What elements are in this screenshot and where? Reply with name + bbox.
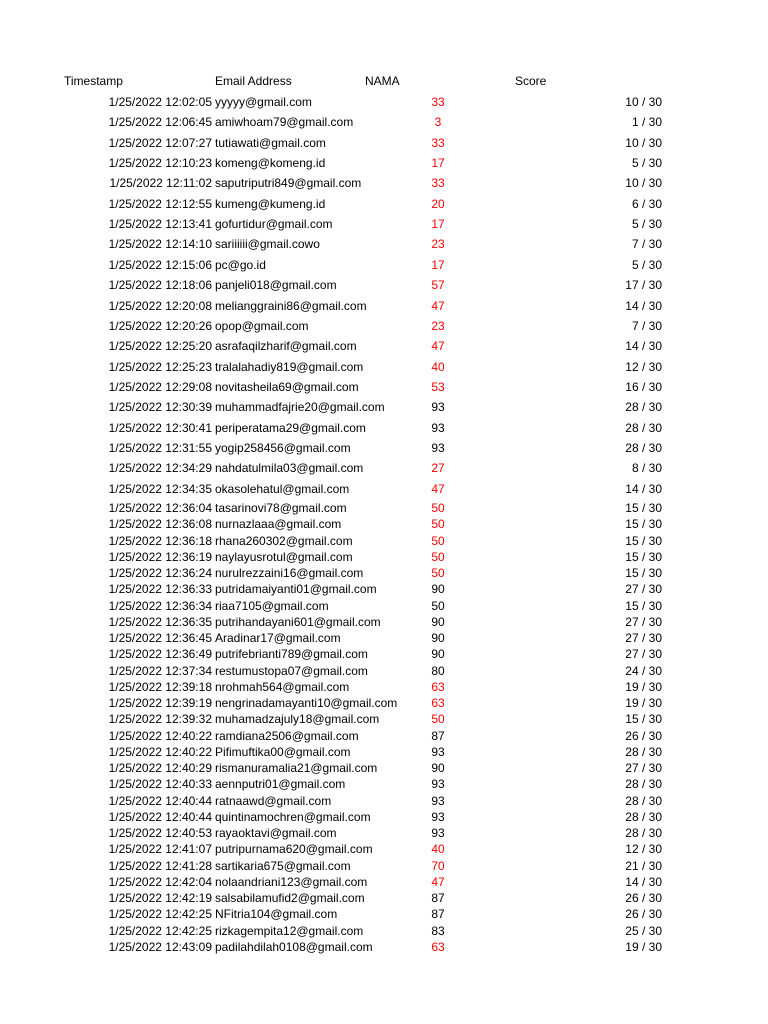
nama-cell: 17 — [431, 156, 445, 170]
timestamp-cell: 1/25/2022 12:29:08 — [108, 380, 212, 394]
email-cell: yyyyy@gmail.com — [215, 95, 312, 109]
email-cell: tasarinovi78@gmail.com — [215, 501, 347, 515]
nama-cell: 50 — [431, 712, 445, 726]
score-cell: 28 / 30 — [625, 777, 662, 791]
score-cell: 27 / 30 — [625, 647, 662, 661]
score-cell: 28 / 30 — [625, 826, 662, 840]
timestamp-cell: 1/25/2022 12:18:06 — [108, 278, 212, 292]
score-cell: 26 / 30 — [625, 729, 662, 743]
email-cell: rhana260302@gmail.com — [215, 534, 353, 548]
email-cell: salsabilamufid2@gmail.com — [215, 891, 365, 905]
nama-cell: 63 — [431, 696, 445, 710]
email-cell: komeng@komeng.id — [215, 156, 326, 170]
nama-cell: 27 — [431, 461, 445, 475]
table-row — [0, 581, 768, 597]
timestamp-cell: 1/25/2022 12:13:41 — [108, 217, 212, 231]
email-cell: rayaoktavi@gmail.com — [215, 826, 337, 840]
nama-cell: 33 — [431, 95, 445, 109]
email-cell: aennputri01@gmail.com — [215, 777, 346, 791]
email-cell: quintinamochren@gmail.com — [215, 810, 371, 824]
score-cell: 14 / 30 — [625, 299, 662, 313]
email-cell: opop@gmail.com — [215, 319, 309, 333]
header-email-address: Email Address — [215, 74, 292, 88]
timestamp-cell: 1/25/2022 12:20:08 — [108, 299, 212, 313]
timestamp-cell: 1/25/2022 12:25:20 — [108, 339, 212, 353]
timestamp-cell: 1/25/2022 12:40:29 — [108, 761, 212, 775]
table-row — [0, 793, 768, 809]
table-row — [0, 533, 768, 549]
table-row — [0, 420, 768, 436]
email-cell: nrohmah564@gmail.com — [215, 680, 350, 694]
score-cell: 24 / 30 — [625, 664, 662, 678]
timestamp-cell: 1/25/2022 12:41:28 — [108, 859, 212, 873]
table-row — [0, 440, 768, 456]
table-row — [0, 338, 768, 354]
header-score: Score — [515, 74, 547, 88]
email-cell: restumustopa07@gmail.com — [215, 664, 368, 678]
nama-cell: 90 — [431, 582, 445, 596]
email-cell: asrafaqilzharif@gmail.com — [215, 339, 357, 353]
table-row — [0, 776, 768, 792]
nama-cell: 93 — [431, 441, 445, 455]
email-cell: nengrinadamayanti10@gmail.com — [215, 696, 398, 710]
table-row — [0, 614, 768, 630]
timestamp-cell: 1/25/2022 12:02:05 — [108, 95, 212, 109]
nama-cell: 40 — [431, 360, 445, 374]
timestamp-cell: 1/25/2022 12:36:34 — [108, 599, 212, 613]
score-cell: 15 / 30 — [625, 534, 662, 548]
nama-cell: 47 — [431, 339, 445, 353]
email-cell: sartikaria675@gmail.com — [215, 859, 351, 873]
email-cell: naylayusrotul@gmail.com — [215, 550, 353, 564]
email-cell: melianggraini86@gmail.com — [215, 299, 367, 313]
timestamp-cell: 1/25/2022 12:41:07 — [108, 842, 212, 856]
table-row — [0, 155, 768, 171]
score-cell: 28 / 30 — [625, 400, 662, 414]
table-row — [0, 549, 768, 565]
timestamp-cell: 1/25/2022 12:06:45 — [108, 115, 212, 129]
score-cell: 12 / 30 — [625, 360, 662, 374]
timestamp-cell: 1/25/2022 12:40:33 — [108, 777, 212, 791]
nama-cell: 3 — [434, 115, 442, 129]
score-cell: 27 / 30 — [625, 615, 662, 629]
timestamp-cell: 1/25/2022 12:36:19 — [108, 550, 212, 564]
score-cell: 15 / 30 — [625, 712, 662, 726]
timestamp-cell: 1/25/2022 12:31:55 — [108, 441, 212, 455]
timestamp-cell: 1/25/2022 12:40:44 — [108, 810, 212, 824]
email-cell: okasolehatul@gmail.com — [215, 482, 350, 496]
header-timestamp: Timestamp — [64, 74, 123, 88]
email-cell: putripurnama620@gmail.com — [215, 842, 373, 856]
nama-cell: 50 — [431, 534, 445, 548]
table-row — [0, 516, 768, 532]
email-cell: tralalahadiy819@gmail.com — [215, 360, 364, 374]
email-cell: periperatama29@gmail.com — [215, 421, 366, 435]
nama-cell: 93 — [431, 745, 445, 759]
table-row — [0, 216, 768, 232]
table-row — [0, 890, 768, 906]
timestamp-cell: 1/25/2022 12:36:18 — [108, 534, 212, 548]
nama-cell: 47 — [431, 482, 445, 496]
score-cell: 15 / 30 — [625, 550, 662, 564]
score-cell: 17 / 30 — [625, 278, 662, 292]
email-cell: gofurtidur@gmail.com — [215, 217, 333, 231]
score-cell: 25 / 30 — [625, 924, 662, 938]
score-cell: 14 / 30 — [625, 339, 662, 353]
email-cell: nahdatulmila03@gmail.com — [215, 461, 364, 475]
nama-cell: 33 — [431, 176, 445, 190]
score-cell: 16 / 30 — [625, 380, 662, 394]
nama-cell: 90 — [431, 647, 445, 661]
score-cell: 1 / 30 — [631, 115, 662, 129]
score-cell: 14 / 30 — [625, 482, 662, 496]
table-row — [0, 760, 768, 776]
nama-cell: 87 — [431, 907, 445, 921]
table-row — [0, 695, 768, 711]
score-cell: 28 / 30 — [625, 745, 662, 759]
table-header — [0, 73, 768, 89]
table-row — [0, 94, 768, 110]
score-cell: 5 / 30 — [631, 156, 662, 170]
nama-cell: 50 — [431, 501, 445, 515]
timestamp-cell: 1/25/2022 12:42:25 — [108, 907, 212, 921]
score-cell: 7 / 30 — [631, 237, 662, 251]
email-cell: rizkagempita12@gmail.com — [215, 924, 364, 938]
email-cell: nurnazlaaa@gmail.com — [215, 517, 342, 531]
timestamp-cell: 1/25/2022 12:12:55 — [108, 197, 212, 211]
score-cell: 10 / 30 — [625, 176, 662, 190]
timestamp-cell: 1/25/2022 12:40:22 — [108, 745, 212, 759]
timestamp-cell: 1/25/2022 12:39:19 — [108, 696, 212, 710]
nama-cell: 80 — [431, 664, 445, 678]
table-row — [0, 175, 768, 191]
score-cell: 8 / 30 — [631, 461, 662, 475]
email-cell: padilahdilah0108@gmail.com — [215, 940, 373, 954]
email-cell: nolaandriani123@gmail.com — [215, 875, 368, 889]
score-cell: 10 / 30 — [625, 95, 662, 109]
nama-cell: 90 — [431, 761, 445, 775]
timestamp-cell: 1/25/2022 12:10:23 — [108, 156, 212, 170]
email-cell: rismanuramalia21@gmail.com — [215, 761, 378, 775]
timestamp-cell: 1/25/2022 12:11:02 — [109, 176, 212, 190]
nama-cell: 33 — [431, 136, 445, 150]
timestamp-cell: 1/25/2022 12:42:25 — [108, 924, 212, 938]
timestamp-cell: 1/25/2022 12:34:29 — [108, 461, 212, 475]
score-cell: 6 / 30 — [631, 197, 662, 211]
table-row — [0, 460, 768, 476]
nama-cell: 17 — [431, 217, 445, 231]
email-cell: kumeng@kumeng.id — [215, 197, 326, 211]
timestamp-cell: 1/25/2022 12:42:04 — [108, 875, 212, 889]
score-cell: 19 / 30 — [625, 940, 662, 954]
table-row — [0, 359, 768, 375]
score-cell: 12 / 30 — [625, 842, 662, 856]
timestamp-cell: 1/25/2022 12:36:49 — [108, 647, 212, 661]
table-row — [0, 711, 768, 727]
table-row — [0, 906, 768, 922]
table-row — [0, 114, 768, 130]
table-row — [0, 841, 768, 857]
score-cell: 5 / 30 — [631, 217, 662, 231]
score-cell: 15 / 30 — [625, 517, 662, 531]
table-row — [0, 744, 768, 760]
nama-cell: 40 — [431, 842, 445, 856]
score-cell: 28 / 30 — [625, 810, 662, 824]
timestamp-cell: 1/25/2022 12:20:26 — [108, 319, 212, 333]
score-cell: 28 / 30 — [625, 794, 662, 808]
email-cell: yogip258456@gmail.com — [215, 441, 351, 455]
nama-cell: 47 — [431, 875, 445, 889]
table-row — [0, 939, 768, 955]
timestamp-cell: 1/25/2022 12:30:41 — [108, 421, 212, 435]
score-cell: 15 / 30 — [625, 599, 662, 613]
timestamp-cell: 1/25/2022 12:40:53 — [108, 826, 212, 840]
timestamp-cell: 1/25/2022 12:42:19 — [108, 891, 212, 905]
email-cell: sariiiiii@gmail.cowo — [215, 237, 320, 251]
email-cell: NFitria104@gmail.com — [215, 907, 338, 921]
timestamp-cell: 1/25/2022 12:43:09 — [108, 940, 212, 954]
nama-cell: 17 — [431, 258, 445, 272]
email-cell: muhammadfajrie20@gmail.com — [215, 400, 385, 414]
nama-cell: 70 — [431, 859, 445, 873]
nama-cell: 93 — [431, 794, 445, 808]
table-row — [0, 318, 768, 334]
table-row — [0, 923, 768, 939]
table-row — [0, 663, 768, 679]
email-cell: ramdiana2506@gmail.com — [215, 729, 359, 743]
table-row — [0, 874, 768, 890]
timestamp-cell: 1/25/2022 12:36:24 — [108, 566, 212, 580]
score-cell: 7 / 30 — [631, 319, 662, 333]
email-cell: Pifimuftika00@gmail.com — [215, 745, 351, 759]
score-cell: 28 / 30 — [625, 441, 662, 455]
timestamp-cell: 1/25/2022 12:25:23 — [108, 360, 212, 374]
timestamp-cell: 1/25/2022 12:39:32 — [108, 712, 212, 726]
table-row — [0, 399, 768, 415]
timestamp-cell: 1/25/2022 12:34:35 — [108, 482, 212, 496]
score-cell: 21 / 30 — [625, 859, 662, 873]
timestamp-cell: 1/25/2022 12:36:33 — [108, 582, 212, 596]
nama-cell: 93 — [431, 400, 445, 414]
table-row — [0, 809, 768, 825]
nama-cell: 50 — [431, 517, 445, 531]
table-row — [0, 379, 768, 395]
timestamp-cell: 1/25/2022 12:40:22 — [108, 729, 212, 743]
email-cell: tutiawati@gmail.com — [215, 136, 326, 150]
nama-cell: 23 — [431, 237, 445, 251]
timestamp-cell: 1/25/2022 12:36:04 — [108, 501, 212, 515]
table-row — [0, 728, 768, 744]
timestamp-cell: 1/25/2022 12:40:44 — [108, 794, 212, 808]
nama-cell: 20 — [431, 197, 445, 211]
nama-cell: 47 — [431, 299, 445, 313]
score-cell: 19 / 30 — [625, 680, 662, 694]
nama-cell: 63 — [431, 940, 445, 954]
email-cell: Aradinar17@gmail.com — [215, 631, 341, 645]
nama-cell: 93 — [431, 777, 445, 791]
timestamp-cell: 1/25/2022 12:15:06 — [108, 258, 212, 272]
header-nama: NAMA — [365, 74, 400, 88]
table-row — [0, 500, 768, 516]
score-cell: 28 / 30 — [625, 421, 662, 435]
nama-cell: 90 — [431, 631, 445, 645]
timestamp-cell: 1/25/2022 12:14:10 — [108, 237, 212, 251]
email-cell: riaa7105@gmail.com — [215, 599, 329, 613]
table-row — [0, 630, 768, 646]
nama-cell: 93 — [431, 421, 445, 435]
score-cell: 15 / 30 — [625, 566, 662, 580]
email-cell: novitasheila69@gmail.com — [215, 380, 359, 394]
table-row — [0, 135, 768, 151]
nama-cell: 93 — [431, 810, 445, 824]
nama-cell: 50 — [431, 599, 445, 613]
timestamp-cell: 1/25/2022 12:30:39 — [108, 400, 212, 414]
email-cell: nurulrezzaini16@gmail.com — [215, 566, 364, 580]
nama-cell: 90 — [431, 615, 445, 629]
table-row — [0, 298, 768, 314]
table-row — [0, 679, 768, 695]
nama-cell: 53 — [431, 380, 445, 394]
nama-cell: 23 — [431, 319, 445, 333]
timestamp-cell: 1/25/2022 12:36:45 — [108, 631, 212, 645]
email-cell: amiwhoam79@gmail.com — [215, 115, 354, 129]
table-row — [0, 598, 768, 614]
table-row — [0, 481, 768, 497]
nama-cell: 87 — [431, 891, 445, 905]
timestamp-cell: 1/25/2022 12:07:27 — [108, 136, 212, 150]
score-cell: 26 / 30 — [625, 907, 662, 921]
table-row — [0, 825, 768, 841]
timestamp-cell: 1/25/2022 12:37:34 — [108, 664, 212, 678]
timestamp-cell: 1/25/2022 12:36:35 — [108, 615, 212, 629]
table-row — [0, 196, 768, 212]
score-cell: 10 / 30 — [625, 136, 662, 150]
score-cell: 5 / 30 — [631, 258, 662, 272]
table-row — [0, 236, 768, 252]
score-cell: 27 / 30 — [625, 761, 662, 775]
email-cell: putrihandayani601@gmail.com — [215, 615, 381, 629]
table-row — [0, 277, 768, 293]
nama-cell: 57 — [431, 278, 445, 292]
timestamp-cell: 1/25/2022 12:36:08 — [108, 517, 212, 531]
score-cell: 27 / 30 — [625, 582, 662, 596]
nama-cell: 50 — [431, 566, 445, 580]
nama-cell: 87 — [431, 729, 445, 743]
table-row — [0, 257, 768, 273]
nama-cell: 50 — [431, 550, 445, 564]
table-row — [0, 646, 768, 662]
score-cell: 27 / 30 — [625, 631, 662, 645]
score-cell: 26 / 30 — [625, 891, 662, 905]
email-cell: pc@go.id — [215, 258, 266, 272]
email-cell: saputriputri849@gmail.com — [215, 176, 362, 190]
score-cell: 19 / 30 — [625, 696, 662, 710]
score-cell: 14 / 30 — [625, 875, 662, 889]
nama-cell: 63 — [431, 680, 445, 694]
email-cell: putrifebrianti789@gmail.com — [215, 647, 368, 661]
email-cell: muhamadzajuly18@gmail.com — [215, 712, 380, 726]
nama-cell: 83 — [431, 924, 445, 938]
nama-cell: 93 — [431, 826, 445, 840]
email-cell: panjeli018@gmail.com — [215, 278, 337, 292]
email-cell: ratnaawd@gmail.com — [215, 794, 332, 808]
score-cell: 15 / 30 — [625, 501, 662, 515]
table-row — [0, 858, 768, 874]
timestamp-cell: 1/25/2022 12:39:18 — [108, 680, 212, 694]
email-cell: putridamaiyanti01@gmail.com — [215, 582, 377, 596]
table-row — [0, 565, 768, 581]
